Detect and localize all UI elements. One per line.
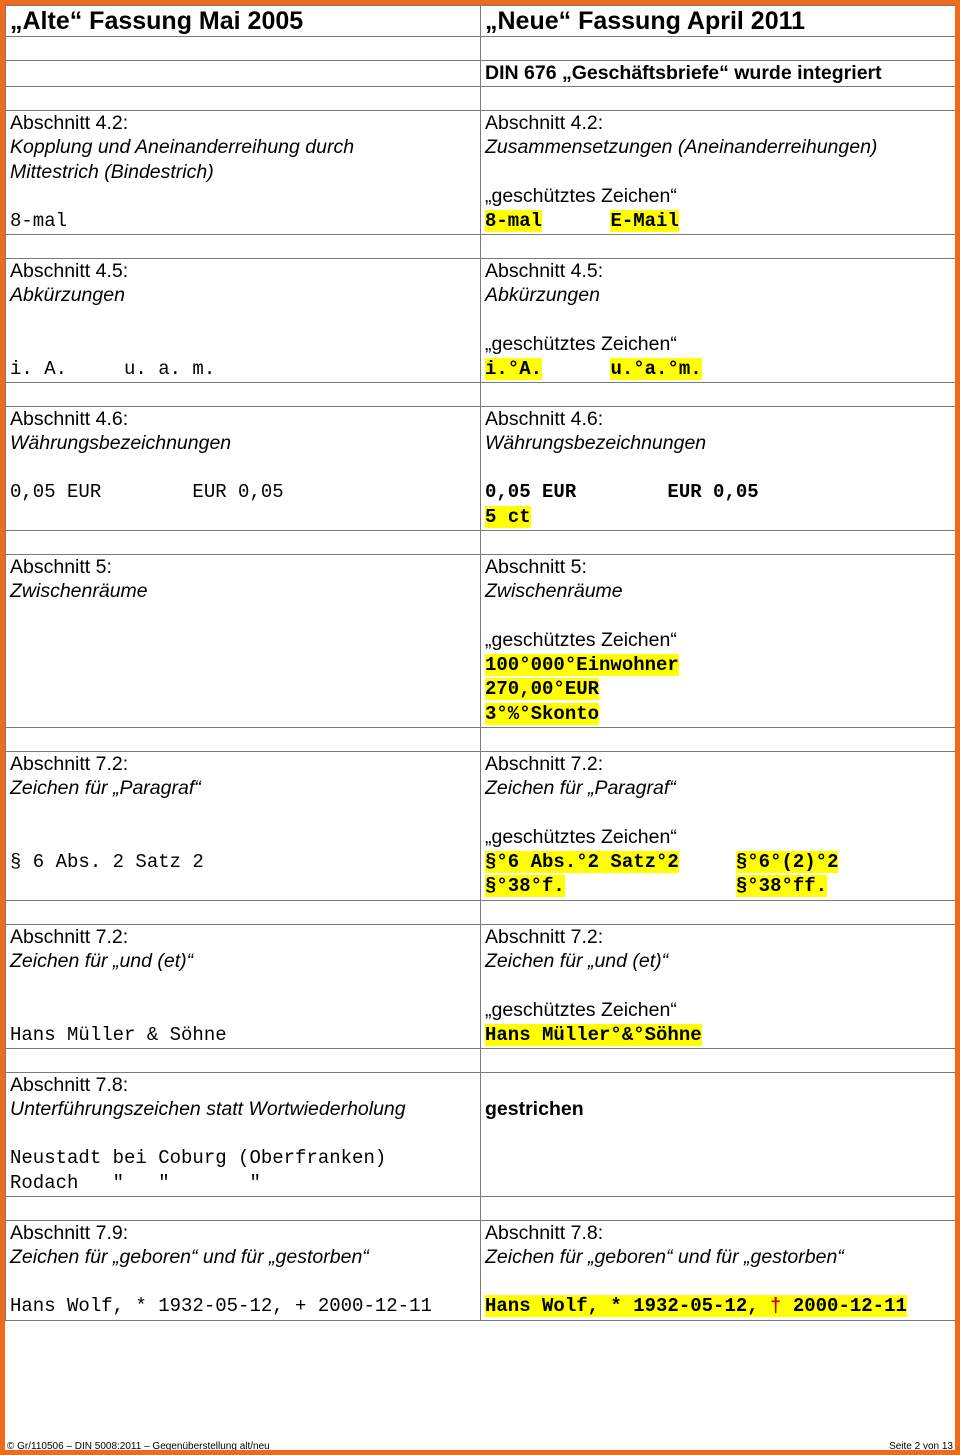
section-label: Abschnitt 4.6: [485,407,604,430]
section-label: Abschnitt 7.2: [10,925,129,948]
section-subtitle: Zeichen für „und (et)“ [485,950,669,972]
section-subtitle: Zusammensetzungen (Aneinanderreihungen) [485,136,878,158]
example-highlight: 270,00°EUR [485,678,600,700]
din-row [6,61,956,87]
old-cell [6,751,481,900]
example-highlight: 5 ct [485,505,531,528]
section-subtitle: Zwischenräume [10,580,148,602]
table-row [6,258,956,382]
table-row [6,554,956,727]
example-text: § 6 Abs. 2 Satz 2 [10,850,204,873]
table-row [6,751,956,900]
example-highlight: Hans Müller°&°Söhne [485,1023,702,1046]
table-row [6,110,956,234]
spacer-row [6,234,956,258]
spacer-row [6,900,956,924]
new-cell [481,1072,956,1196]
spacer-row [6,382,956,406]
table-row [6,1072,956,1196]
section-label: Abschnitt 4.2: [485,111,604,134]
new-cell [481,554,956,727]
example-highlight: 3°%°Skonto [485,702,600,725]
footer-left: © Gr/110506 – DIN 5008:2011 – Gegenüberstellung alt/neu [7,1441,270,1450]
example-text: Hans Müller & Söhne [10,1023,227,1046]
protected-label: „geschütztes Zeichen“ [485,826,677,848]
new-cell [481,406,956,530]
section-label: Abschnitt 7.2: [485,925,604,948]
section-subtitle: Abkürzungen [485,284,600,306]
example-highlight: 8-mal [485,209,543,232]
section-subtitle: Kopplung und Aneinanderreihung durch [10,136,355,158]
example-highlight: §°38°ff. [735,875,828,897]
comparison-table [5,5,955,1321]
example-highlight: §°6 Abs.°2 Satz°2 [485,850,679,873]
section-subtitle: Zeichen für „Paragraf“ [485,777,676,799]
section-subtitle: Zeichen für „und (et)“ [10,950,194,972]
example-highlight: u.°a.°m. [610,357,702,380]
section-label: Abschnitt 5: [10,555,112,578]
example-text: i. A. u. a. m. [10,357,216,380]
old-cell [6,1072,481,1196]
section-subtitle: Unterführungszeichen statt Wortwiederholung [10,1098,406,1120]
old-cell [6,110,481,234]
table-row [6,1220,956,1320]
section-label: Abschnitt 5: [485,555,587,578]
section-label: Abschnitt 7.8: [10,1073,129,1096]
new-cell [481,258,956,382]
example-text: 0,05 EUR EUR 0,05 [485,481,759,503]
section-subtitle: Zwischenräume [485,580,623,602]
spacer-row [6,530,956,554]
section-subtitle: Zeichen für „geboren“ und für „gestorben“ [485,1246,844,1268]
old-cell [6,924,481,1048]
section-subtitle: Zeichen für „Paragraf“ [10,777,201,799]
section-label: Abschnitt 7.8: [485,1221,604,1244]
section-label: Abschnitt 7.9: [10,1221,129,1244]
new-cell [481,751,956,900]
removed-note: gestrichen [485,1097,584,1120]
section-subtitle: Mittestrich (Bindestrich) [10,160,214,183]
section-label: Abschnitt 7.2: [485,752,604,775]
spacer-row [6,86,956,110]
old-cell [6,554,481,727]
spacer-row [6,1048,956,1072]
new-cell [481,924,956,1048]
section-label: Abschnitt 4.6: [10,407,129,430]
document-page [5,5,955,1450]
protected-label: „geschütztes Zeichen“ [485,629,677,651]
protected-label: „geschütztes Zeichen“ [485,185,677,207]
section-label: Abschnitt 4.2: [10,111,129,134]
example-highlight: Hans Wolf, * 1932-05-12, [485,1295,771,1317]
old-cell [6,1220,481,1320]
example-text: Rodach " " " [10,1171,261,1194]
section-subtitle: Währungsbezeichnungen [485,432,707,454]
example-highlight: 2000-12-11 [781,1295,907,1317]
example-highlight: §°6°(2)°2 [735,850,839,873]
example-highlight: 100°000°Einwohner [485,653,679,676]
example-text: 0,05 EUR EUR 0,05 [10,481,284,503]
section-subtitle: Zeichen für „geboren“ und für „gestorben“ [10,1246,369,1268]
protected-label: „geschütztes Zeichen“ [485,999,677,1021]
table-row [6,406,956,530]
section-subtitle: Abkürzungen [10,284,125,306]
new-cell [481,1220,956,1320]
spacer-row [6,727,956,751]
section-subtitle: Währungsbezeichnungen [10,432,232,454]
dagger-icon: † [770,1295,782,1317]
spacer-row [6,1196,956,1220]
example-text: 8-mal [10,209,68,232]
din-note: DIN 676 „Geschäftsbriefe“ wurde integriert [481,61,956,87]
section-label: Abschnitt 4.5: [485,259,604,282]
page-footer [5,1441,955,1450]
header-new: „Neue“ Fassung April 2011 [481,6,956,37]
example-text: Hans Wolf, * 1932-05-12, + 2000-12-11 [10,1295,432,1317]
example-highlight: i.°A. [485,357,543,380]
header-old: „Alte“ Fassung Mai 2005 [6,6,481,37]
example-highlight: E-Mail [610,209,679,232]
example-highlight: §°38°f. [485,875,565,897]
spacer-row [6,37,956,61]
protected-label: „geschütztes Zeichen“ [485,333,677,355]
new-cell [481,110,956,234]
section-label: Abschnitt 4.5: [10,259,129,282]
old-cell [6,406,481,530]
table-row [6,924,956,1048]
example-text: Neustadt bei Coburg (Oberfranken) [10,1147,387,1169]
section-label: Abschnitt 7.2: [10,752,129,775]
footer-page-number: Seite 2 von 13 [889,1441,953,1450]
header-row [6,6,956,37]
old-cell [6,258,481,382]
